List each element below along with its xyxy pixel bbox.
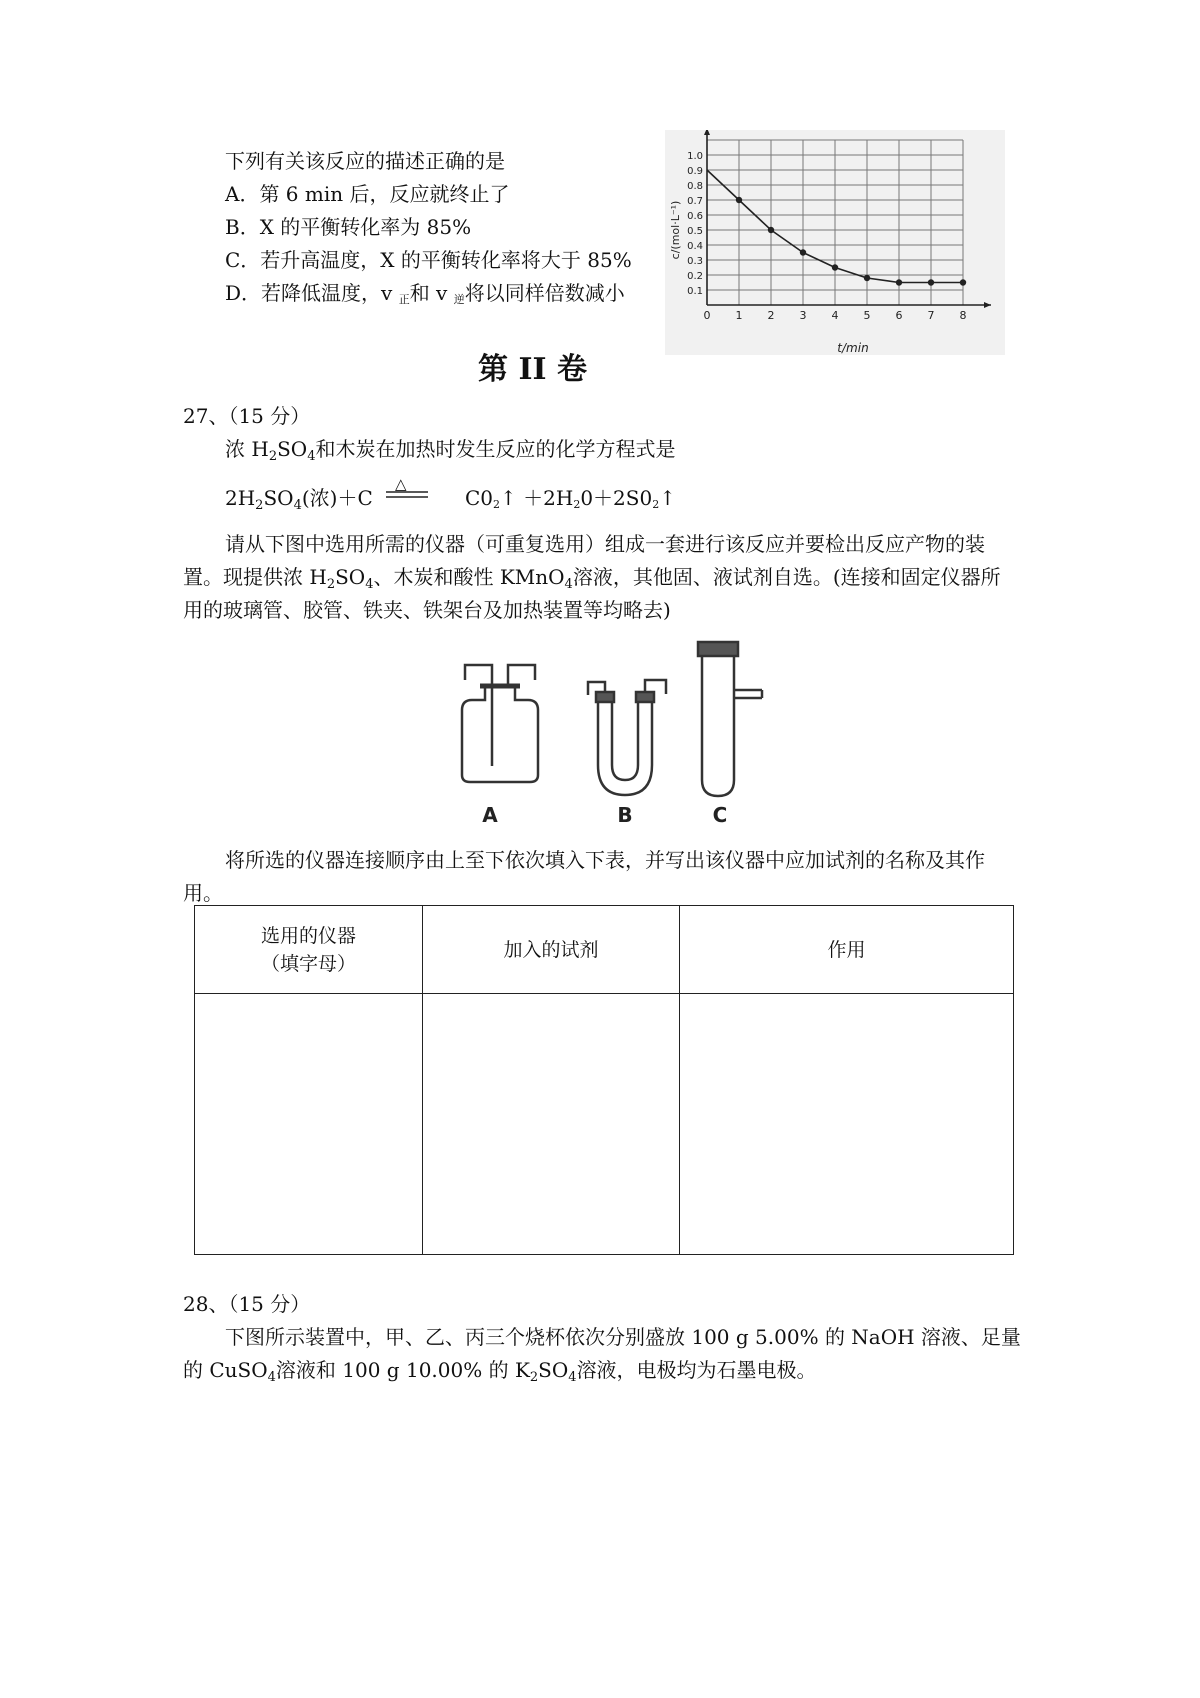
y-tick-label: 0.2 [687, 271, 703, 282]
answer-table [194, 905, 1014, 1255]
q27-para2-d: 溶液，其他固、液试剂自选。(连接和固定仪器所 [572, 565, 1001, 589]
q28-line2-d: 溶液，电极均为石墨电极。 [576, 1358, 817, 1382]
equation-equals-sign [386, 490, 428, 500]
header-reagent: 加入的试剂 [423, 906, 680, 994]
apparatus-label-b: B [617, 803, 633, 827]
section-title: 第 II 卷 [478, 352, 587, 387]
q27-para3: 用的玻璃管、胶管、铁夹、铁架台及加热装置等均略去) [183, 598, 671, 622]
x-tick-label: 7 [927, 309, 935, 322]
sub: 2 [573, 498, 581, 511]
data-point [800, 249, 806, 255]
x-tick-label: 4 [831, 309, 839, 322]
equation-left [225, 484, 373, 512]
data-point [736, 197, 742, 203]
apparatus-b-u-tube [588, 680, 666, 795]
chart-x-axis-label: t/min [837, 341, 869, 355]
option-d-part3: 将以同样倍数减小 [464, 281, 625, 305]
eq-right-a: C0 [465, 486, 494, 510]
q28-line2 [183, 1356, 817, 1384]
data-point [960, 279, 966, 285]
y-tick-label: 0.8 [687, 181, 703, 192]
sub: 2 [493, 498, 501, 511]
q27-header: 27、（15 分） [183, 404, 311, 428]
apparatus-c-side-arm-tube [698, 642, 762, 796]
x-tick-label: 2 [767, 309, 775, 322]
sub: 4 [564, 577, 573, 592]
q27-intro [225, 435, 675, 463]
y-tick-label: 0.9 [687, 166, 703, 177]
data-point [928, 279, 934, 285]
apparatus-label-c: C [712, 803, 728, 827]
sub: 2 [529, 1370, 539, 1385]
sub: 2 [268, 449, 278, 464]
x-tick-label: 6 [895, 309, 903, 322]
data-point [832, 264, 838, 270]
q26-stem: 下列有关该反应的描述正确的是 [225, 149, 505, 173]
q27-intro-c: 和木炭在加热时发生反应的化学方程式是 [315, 437, 676, 461]
eq-left-b: SO [263, 486, 294, 510]
y-tick-label: 1.0 [687, 151, 703, 162]
y-tick-label: 0.6 [687, 211, 703, 222]
q26-option-c: C．若升高温度，X 的平衡转化率将大于 85% [225, 248, 632, 272]
answer-cell-apparatus[interactable] [195, 994, 423, 1255]
eq-right-d: ↑ [659, 486, 676, 510]
apparatus-figure [440, 630, 820, 830]
option-d-part2: 和 v [409, 281, 454, 305]
data-point [864, 275, 870, 281]
table-answer-row [195, 994, 1014, 1255]
sub: 4 [568, 1370, 577, 1385]
q27-para2-b: SO [335, 565, 366, 589]
option-d-part1: D．若降低温度，v [225, 281, 399, 305]
sub: 4 [365, 577, 374, 592]
q27-intro-b: SO [277, 437, 308, 461]
q28-line2-b: 溶液和 100 g 10.00% 的 K [275, 1358, 530, 1382]
q28-line2-a: 的 CuSO [183, 1358, 268, 1382]
q26-option-b: B．X 的平衡转化率为 85% [225, 215, 472, 239]
sub: 2 [255, 498, 264, 513]
y-tick-label: 0.7 [687, 196, 703, 207]
q26-option-a: A．第 6 min 后，反应就终止了 [225, 182, 510, 206]
y-tick-label: 0.4 [687, 241, 703, 252]
sub: 4 [307, 449, 316, 464]
q27-instruction-2: 用。 [183, 881, 223, 905]
x-tick-label: 3 [799, 309, 807, 322]
q28-line1: 下图所示装置中，甲、乙、丙三个烧杯依次分别盛放 100 g 5.00% 的 NaOH 溶液、足量 [225, 1325, 1021, 1349]
answer-cell-reagent[interactable] [423, 994, 680, 1255]
eq-right-b: ↑ ＋2H [500, 486, 574, 510]
x-tick-label: 8 [959, 309, 967, 322]
data-point [768, 227, 774, 233]
q27-para2 [183, 563, 1001, 591]
x-tick-label: 1 [735, 309, 743, 322]
apparatus-a-wash-bottle [462, 665, 538, 782]
sub: 2 [652, 498, 660, 511]
header-purpose: 作用 [680, 906, 1014, 994]
q27-para2-c: 、木炭和酸性 KMnO [373, 565, 565, 589]
data-point [896, 279, 902, 285]
header-apparatus-line2: （填字母） [260, 952, 356, 975]
concentration-time-chart [665, 130, 1005, 355]
eq-left-c: (浓)＋C [301, 486, 373, 510]
x-tick-label: 0 [703, 309, 711, 322]
sub-forward: 正 [398, 293, 410, 306]
y-tick-label: 0.1 [687, 286, 703, 297]
y-tick-label: 0.3 [687, 256, 703, 267]
q27-para2-a: 置。现提供浓 H [183, 565, 327, 589]
header-apparatus-line1: 选用的仪器 [260, 924, 356, 947]
sub-reverse: 逆 [453, 293, 465, 306]
table-header-row [195, 906, 1014, 994]
q28-header: 28、（15 分） [183, 1292, 311, 1316]
q27-instruction-1: 将所选的仪器连接顺序由上至下依次填入下表，并写出该仪器中应加试剂的名称及其作 [225, 848, 985, 872]
x-tick-label: 5 [863, 309, 871, 322]
q27-intro-a: 浓 H [225, 437, 269, 461]
apparatus-label-a: A [482, 803, 498, 827]
sub: 4 [293, 498, 302, 513]
q26-option-d [225, 279, 625, 307]
sub: 4 [267, 1370, 276, 1385]
sub: 2 [326, 577, 336, 592]
equation-right [465, 484, 676, 512]
q28-line2-c: SO [538, 1358, 569, 1382]
answer-cell-purpose[interactable] [680, 994, 1014, 1255]
eq-left-a: 2H [225, 486, 256, 510]
equation-condition: △ [395, 475, 407, 493]
header-apparatus [195, 906, 423, 994]
eq-right-c: 0＋2S0 [580, 486, 653, 510]
q27-para1: 请从下图中选用所需的仪器（可重复选用）组成一套进行该反应并要检出反应产物的装 [225, 532, 985, 556]
chart-y-axis-label: c/(mol·L⁻¹) [669, 200, 682, 260]
y-tick-label: 0.5 [687, 226, 703, 237]
